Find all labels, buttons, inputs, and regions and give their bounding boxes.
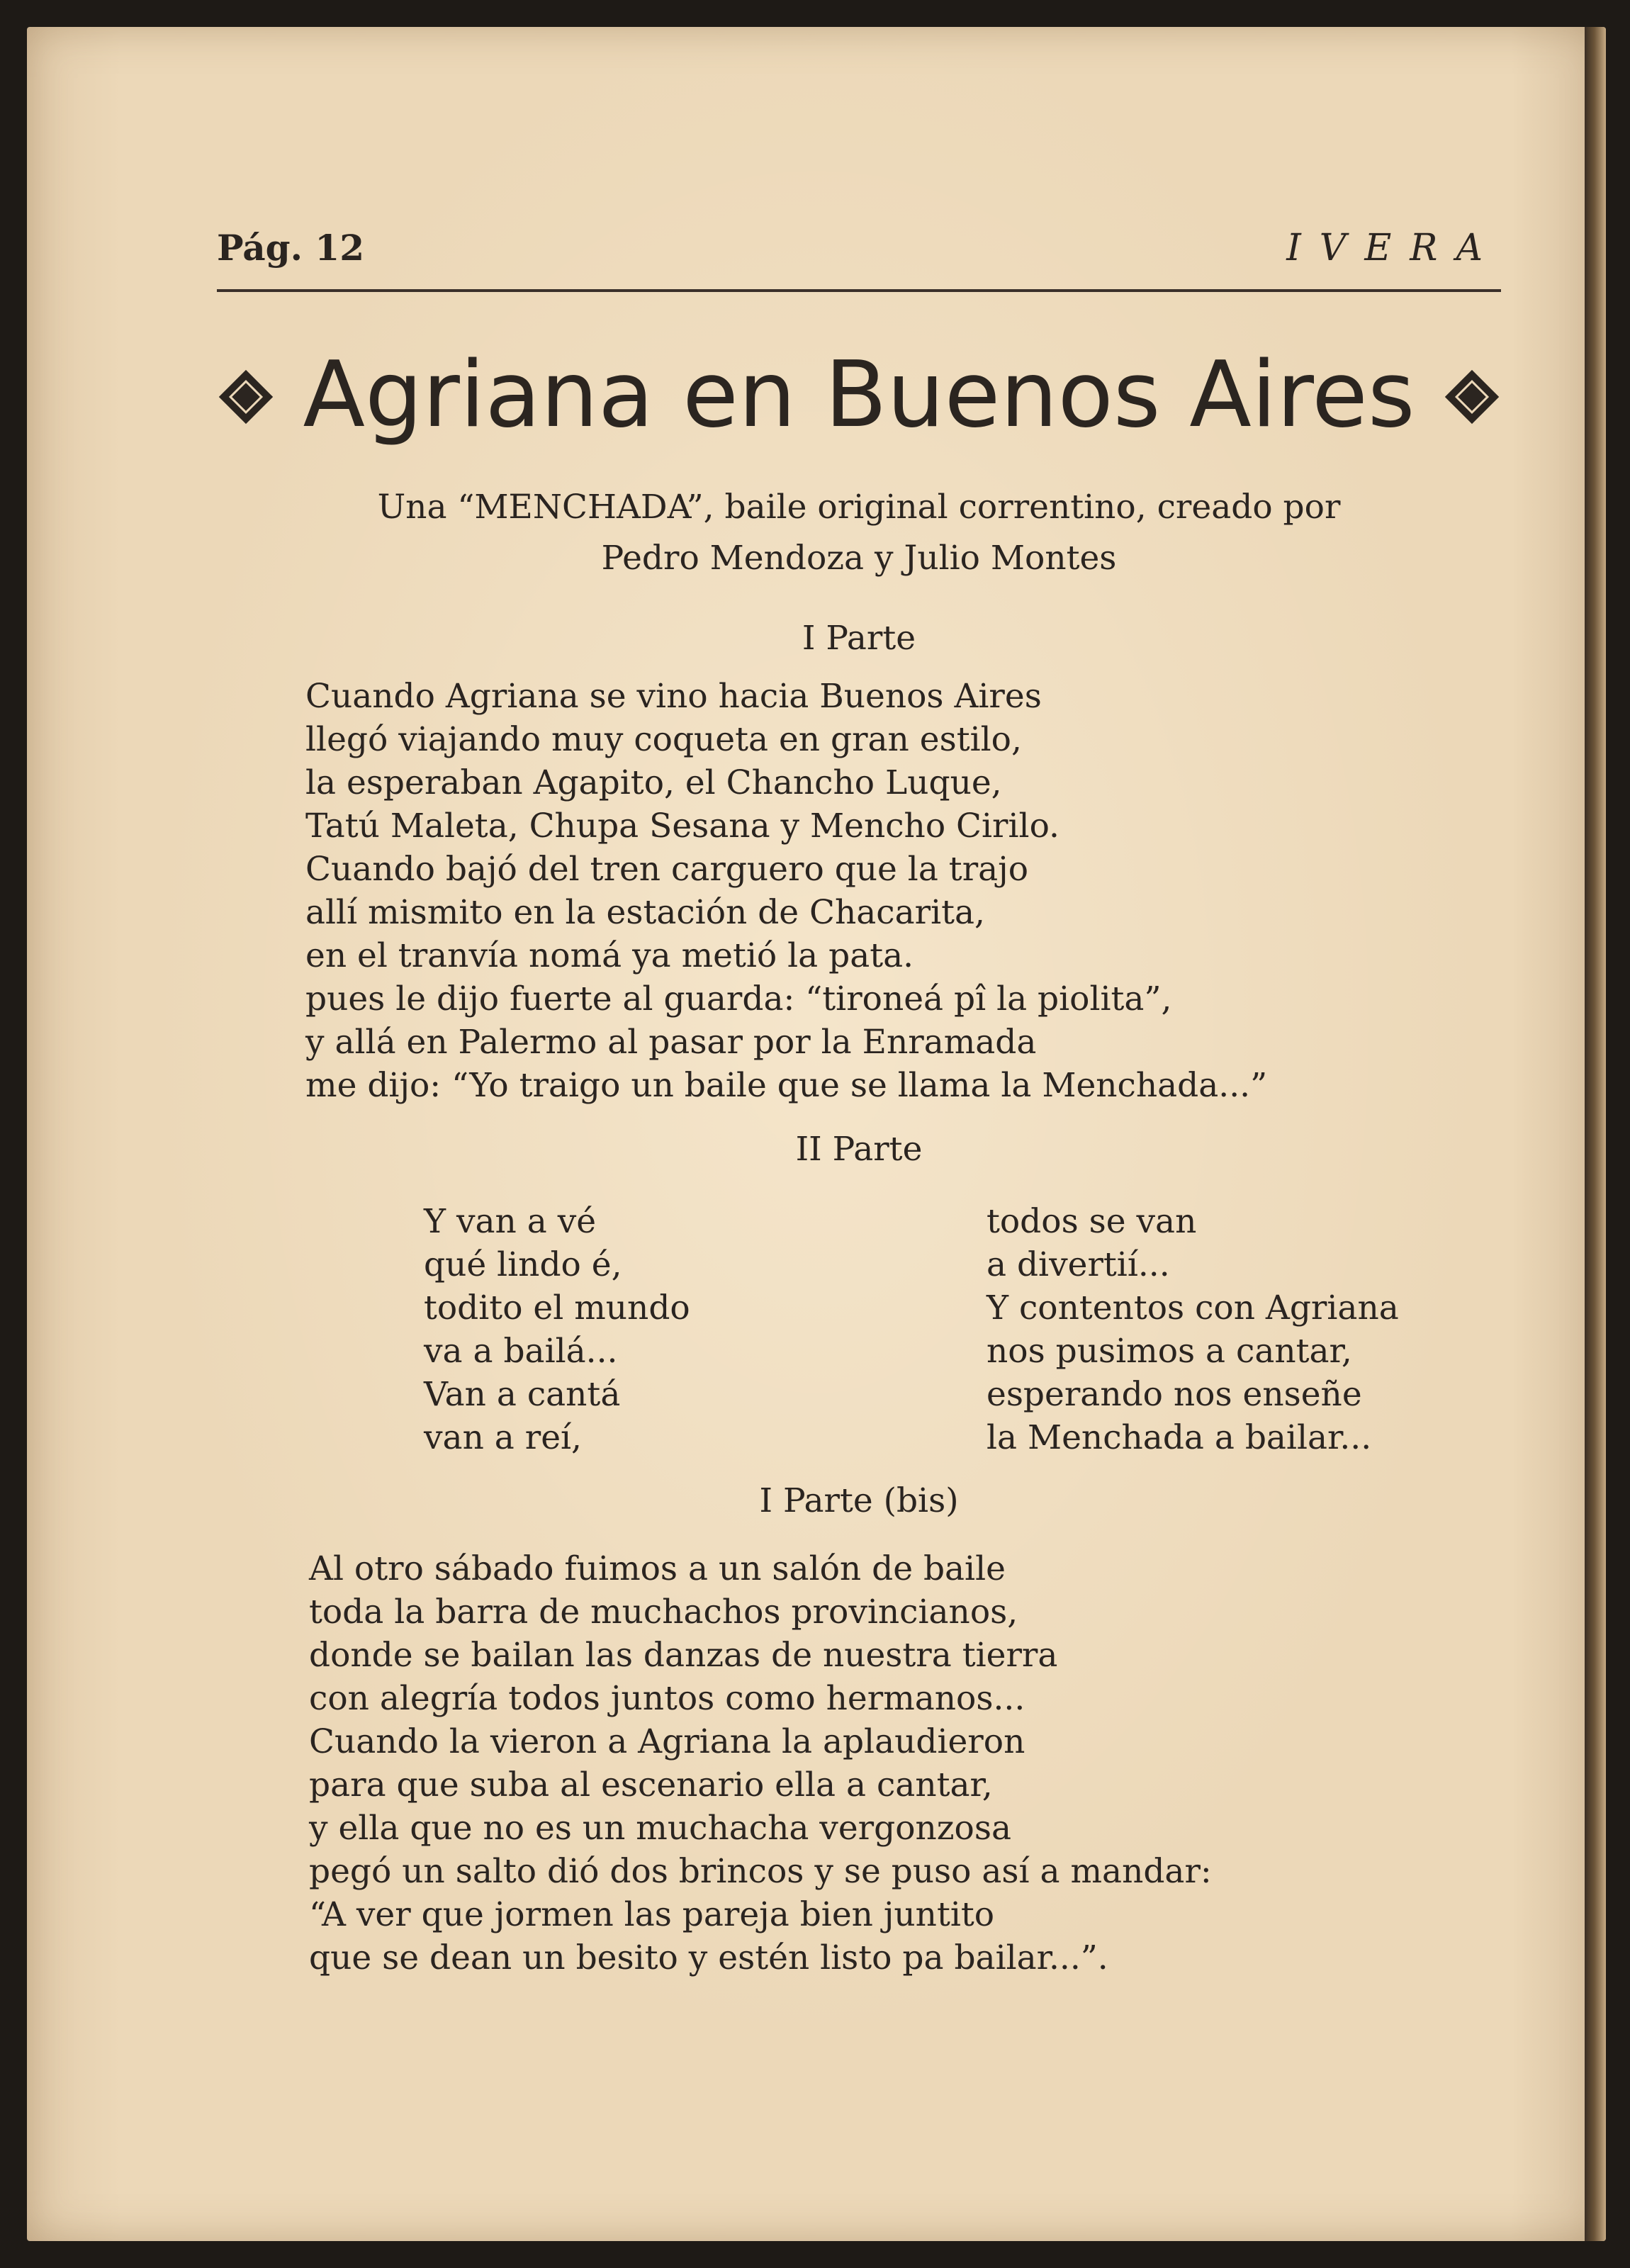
stanza-part-1-bis bbox=[309, 1547, 1212, 1980]
verse-line: Al otro sábado fuimos a un salón de baile bbox=[309, 1549, 1006, 1588]
verse-line: Cuando bajó del tren carguero que la trajo bbox=[305, 850, 1029, 889]
header-rule bbox=[217, 289, 1501, 292]
title-row bbox=[217, 339, 1501, 452]
verse-line: allí mismito en la estación de Chacarita, bbox=[305, 893, 986, 932]
verse-line: todito el mundo bbox=[424, 1289, 690, 1327]
verse-line: Van a cantá bbox=[424, 1375, 621, 1414]
subtitle-line-2: Pedro Mendoza y Julio Montes bbox=[601, 539, 1117, 578]
verse-line: la Menchada a bailar... bbox=[987, 1418, 1372, 1457]
verse-line: pues le dijo fuerte al guarda: “tironeá pî la piolita”, bbox=[305, 979, 1172, 1018]
verse-line: va a bailá... bbox=[424, 1332, 618, 1371]
stanza-part-2-right bbox=[987, 1200, 1399, 1459]
verse-line: todos se van bbox=[987, 1202, 1197, 1241]
verse-line: nos pusimos a cantar, bbox=[987, 1332, 1352, 1371]
magazine-name: IVERA bbox=[1286, 227, 1501, 269]
diamond-ornament-icon bbox=[1445, 370, 1499, 424]
section-heading-part-1: I Parte bbox=[802, 619, 916, 658]
verse-line: con alegría todos juntos como hermanos... bbox=[309, 1679, 1025, 1718]
section-heading-part-1-bis: I Parte (bis) bbox=[759, 1481, 959, 1520]
verse-line: van a reí, bbox=[424, 1418, 582, 1457]
verse-line: a divertií... bbox=[987, 1245, 1170, 1284]
verse-line: y allá en Palermo al pasar por la Enramada bbox=[305, 1023, 1037, 1062]
magazine-page bbox=[27, 27, 1606, 2241]
verse-line: pegó un salto dió dos brincos y se puso así a mandar: bbox=[309, 1852, 1212, 1891]
verse-line: en el tranvía nomá ya metió la pata. bbox=[305, 936, 914, 975]
stanza-part-1 bbox=[305, 675, 1267, 1107]
verse-line: toda la barra de muchachos provincianos, bbox=[309, 1593, 1018, 1632]
verse-line: llegó viajando muy coqueta en gran estilo, bbox=[305, 720, 1022, 759]
diamond-ornament-icon bbox=[219, 370, 273, 424]
verse-line: y ella que no es un muchacha vergonzosa bbox=[309, 1809, 1011, 1848]
verse-line: la esperaban Agapito, el Chancho Luque, bbox=[305, 763, 1002, 802]
binding-edge bbox=[1585, 27, 1606, 2241]
verse-line: donde se bailan las danzas de nuestra tierra bbox=[309, 1636, 1058, 1675]
verse-line: me dijo: “Yo traigo un baile que se llama la Menchada...” bbox=[305, 1066, 1268, 1105]
subtitle-line-1: Una “MENCHADA”, baile original correntino, creado por bbox=[377, 488, 1341, 527]
verse-line: para que suba al escenario ella a cantar, bbox=[309, 1765, 993, 1804]
verse-line: qué lindo é, bbox=[424, 1245, 622, 1284]
verse-line: Cuando la vieron a Agriana la aplaudieron bbox=[309, 1722, 1025, 1761]
article-title: Agriana en Buenos Aires bbox=[303, 342, 1415, 448]
page-number: Pág. 12 bbox=[217, 227, 365, 269]
verse-line: Tatú Maleta, Chupa Sesana y Mencho Cirilo. bbox=[305, 807, 1060, 846]
verse-line: que se dean un besito y estén listo pa bailar...”. bbox=[309, 1938, 1108, 1977]
section-heading-part-2: II Parte bbox=[795, 1130, 923, 1169]
verse-line: esperando nos enseñe bbox=[987, 1375, 1362, 1414]
verse-line: “A ver que jormen las pareja bien juntito bbox=[309, 1895, 995, 1934]
verse-line: Cuando Agriana se vino hacia Buenos Aires bbox=[305, 677, 1042, 716]
verse-line: Y contentos con Agriana bbox=[987, 1289, 1399, 1327]
page-header bbox=[217, 227, 1501, 284]
stanza-part-2-left bbox=[424, 1200, 690, 1459]
verse-line: Y van a vé bbox=[424, 1202, 597, 1241]
